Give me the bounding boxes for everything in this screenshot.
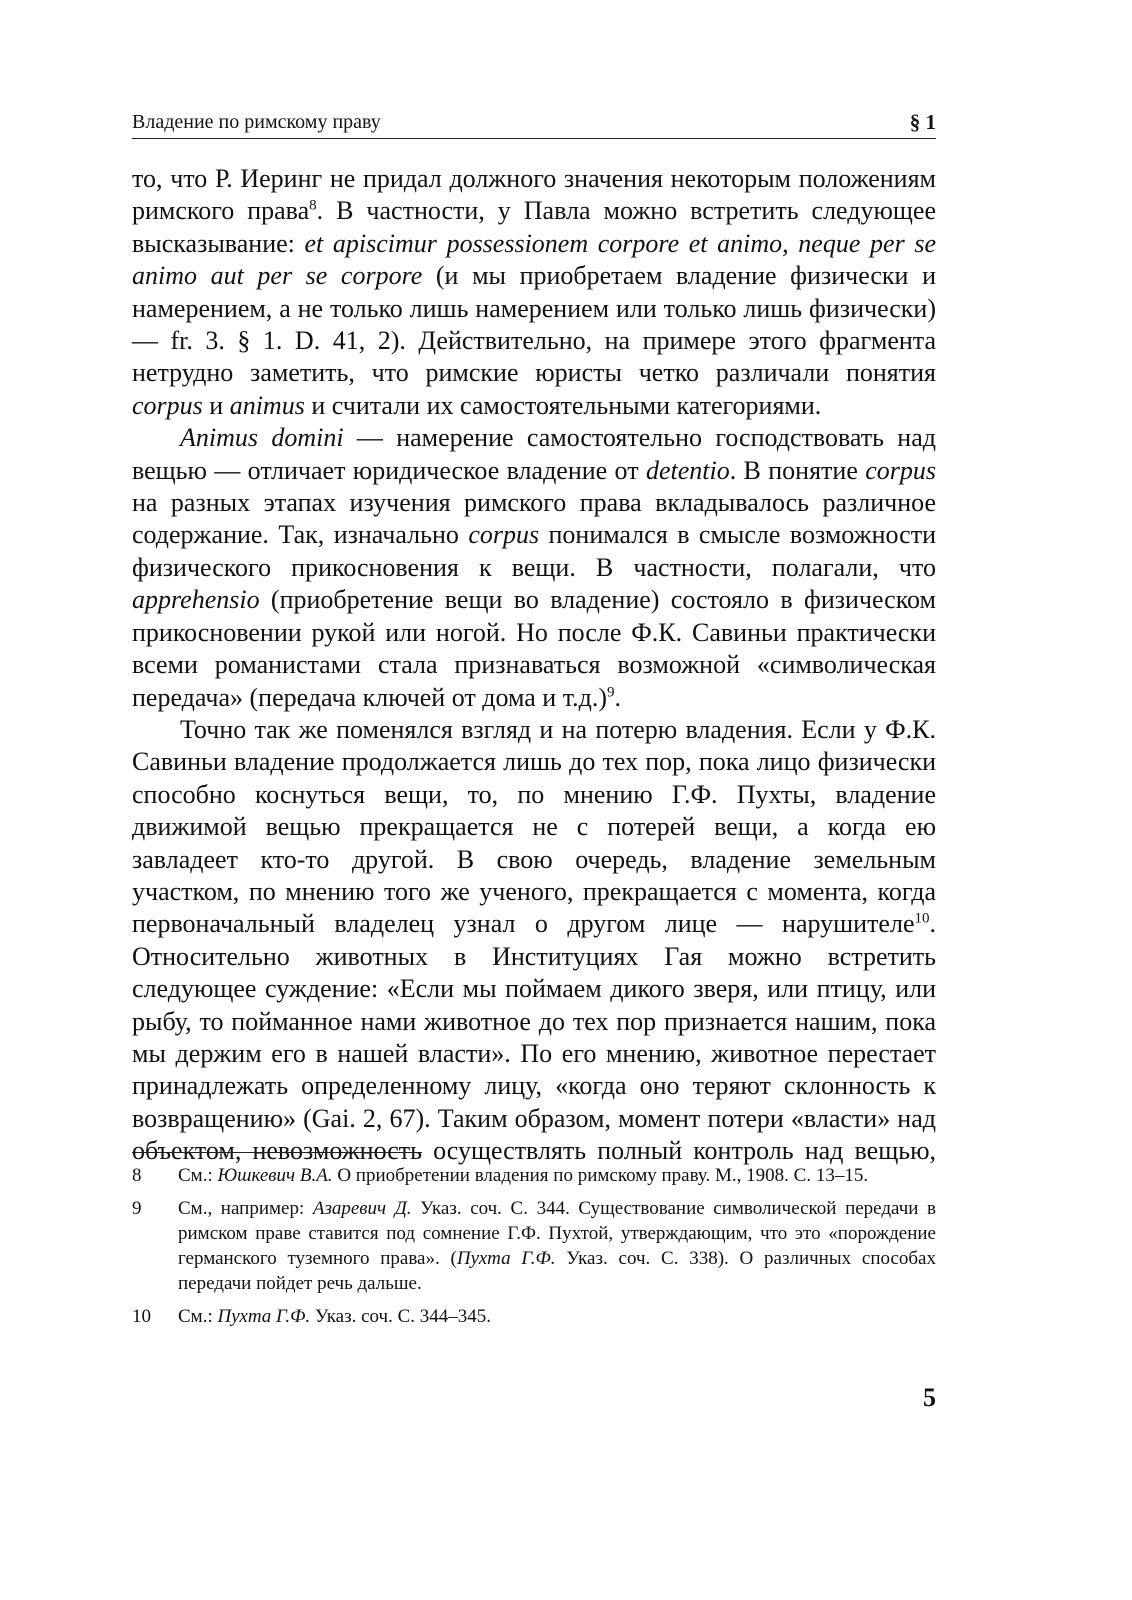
text-run: Точно так же поменялся взгляд и на потерю владения. Если у Ф.К. Савиньи владение продолжается лишь до тех пор, пока лицо физически способно коснуться вещи, то, по мнению Г.Ф. Пухты, владение движимой вещью прекращается не с потерей вещи, а когда ею завладеет кто-то другой. В свою очередь, владение земельным участком, по мнению того же ученого, прекращается с момента, когда первоначальный владелец узнал о другом лице — нарушителе	[132, 714, 936, 939]
footnote-ref: 8	[309, 197, 317, 214]
footnote-number: 8	[132, 1165, 142, 1186]
footnote-ref: 9	[607, 683, 615, 700]
text-run: . В частности, у Павла можно встретить следующее высказывание:	[132, 196, 936, 258]
page-number: 5	[923, 1383, 936, 1412]
text-run: . В понятие	[729, 455, 866, 485]
text-run: и считали их самостоятельными категориями.	[304, 390, 822, 420]
italic-text: apprehensio	[132, 585, 260, 615]
footnote-text	[178, 1163, 936, 1188]
italic-text: Азаревич Д.	[312, 1198, 412, 1219]
italic-text: Пухта Г.Ф.	[217, 1306, 311, 1327]
italic-text: et apiscimur possessionem corpore et animo, neque per se animo aut per se corpore	[132, 228, 936, 291]
italic-text: animus	[229, 390, 305, 420]
text-run: (приобретение вещи во владение) состояло в физическом прикосновении рукой или ногой. Но после Ф.К. Савиньи практически всеми романистами стала признаваться возможной «символическая передача» (передача ключей от дома и т.д.)	[132, 585, 936, 712]
running-header	[132, 110, 936, 139]
text-run: .	[614, 682, 621, 712]
text-run: понимался в смысле возможности физического прикосновения к вещи. В частности, полагали, что	[132, 520, 937, 582]
paragraph-3	[132, 714, 936, 1168]
text-run: (и мы приобретаем владение физически и намерением, а не только лишь намерением или только лишь физически) — fr. 3. § 1. D. 41, 2). Действительно, на примере этого фрагмента нетрудно заметить, что римские юристы четко различали понятия	[132, 261, 936, 388]
footnotes	[132, 1163, 936, 1337]
footnote-number: 10	[132, 1306, 151, 1327]
paragraph-1	[132, 163, 936, 422]
text-run: О приобретении владения по римскому праву. М., 1908. С. 13–15.	[332, 1165, 869, 1186]
text-run: Указ. соч. С. 344. Существование символической передачи в римском праве ставится под сомнение Г.Ф. Пухтой, утверждающим, что это «порождение германского туземного права». (	[178, 1198, 936, 1269]
footnote-10	[132, 1304, 936, 1329]
footnote-8	[132, 1163, 936, 1188]
text-run: Указ. соч. С. 344–345.	[310, 1306, 492, 1327]
italic-text: corpus	[132, 390, 203, 420]
italic-text: Animus domini	[180, 423, 344, 453]
italic-text: Юшкевич В.А.	[217, 1165, 333, 1186]
footnote-divider	[132, 1152, 422, 1153]
running-title: Владение по римскому праву	[132, 111, 381, 133]
text-run: и	[202, 390, 230, 420]
footnote-number: 9	[132, 1198, 142, 1219]
text-run: См., например:	[178, 1198, 313, 1219]
footnote-text	[178, 1304, 936, 1329]
main-text	[132, 163, 936, 1168]
italic-text: corpus	[468, 520, 540, 550]
footnote-ref: 10	[914, 910, 930, 927]
text-run: См.:	[178, 1306, 218, 1327]
italic-text: detentio	[645, 455, 730, 485]
text-run: Указ. соч. С. 338). О различных способах передачи пойдет речь дальше.	[178, 1248, 936, 1294]
text-run: то, что Р. Иеринг не придал должного значения некоторым положениям римского права	[132, 164, 936, 226]
paragraph-2	[132, 422, 936, 714]
italic-text: Пухта Г.Ф.	[456, 1248, 556, 1269]
footnote-9	[132, 1196, 936, 1296]
text-run: на разных этапах изучения римского права вкладывалось различное содержание. Так, изначально	[132, 488, 936, 550]
italic-text: corpus	[865, 455, 936, 485]
section-mark: § 1	[909, 110, 936, 134]
footnote-text	[178, 1196, 936, 1296]
text-run: — намерение самостоятельно господствовать над вещью — отличает юридическое владение от	[132, 423, 936, 485]
text-run: См.:	[178, 1165, 218, 1186]
text-run: . Относительно животных в Институциях Гая можно встретить следующее суждение: «Если мы поймаем дикого зверя, или птицу, или рыбу, то пойманное нами животное до тех пор признается нашим, пока мы держим его в нашей власти». По его мнению, животное перестает принадлежать определенному лицу, «когда оно теряют склонность к возвращению» (Gai. 2, 67). Таким образом, момент потери «власти» над объектом, невозможность осуществлять полный контроль над вещью,	[132, 909, 936, 1166]
